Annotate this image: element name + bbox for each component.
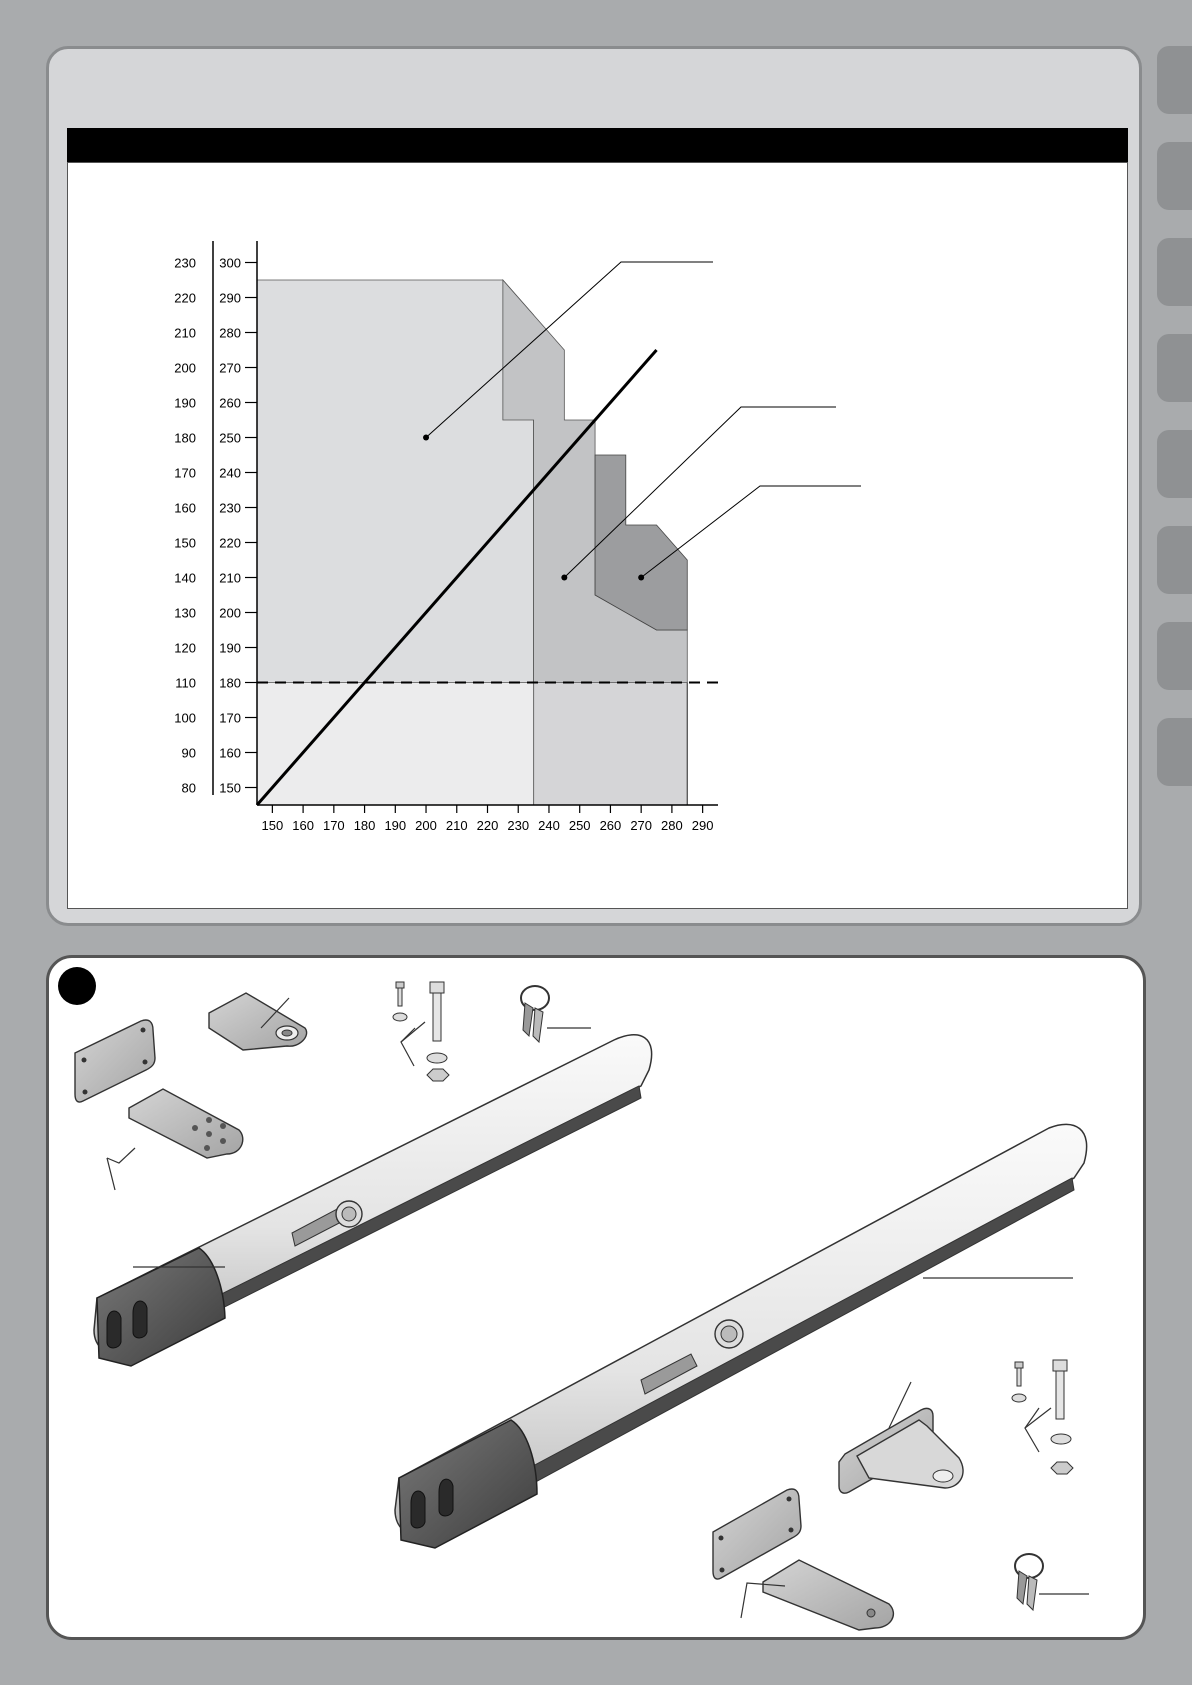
x-tick-label: 180 bbox=[353, 818, 376, 833]
chart-area bbox=[67, 162, 1128, 909]
x-tick-label: 250 bbox=[568, 818, 591, 833]
y-tick-label: 190 bbox=[219, 640, 241, 656]
bracket-plate-icon bbox=[209, 993, 307, 1050]
y-outer-tick-label: 110 bbox=[175, 675, 196, 691]
y-tick-label: 170 bbox=[219, 710, 241, 726]
wall-plate-icon bbox=[75, 1020, 155, 1102]
x-tick-label: 290 bbox=[691, 818, 714, 833]
side-tab-8[interactable] bbox=[1157, 718, 1192, 786]
y-tick-label: 280 bbox=[219, 325, 241, 341]
y-tick-label: 210 bbox=[219, 570, 241, 586]
y-outer-tick-label: 150 bbox=[174, 535, 196, 551]
x-tick-label: 260 bbox=[599, 818, 622, 833]
y-outer-tick-label: 230 bbox=[174, 255, 196, 271]
y-tick-label: 290 bbox=[219, 290, 241, 306]
chart-panel bbox=[46, 46, 1142, 926]
y-tick-label: 180 bbox=[219, 675, 241, 691]
bolt-set-icon bbox=[393, 982, 449, 1081]
y-outer-tick-label: 90 bbox=[181, 745, 196, 761]
y-outer-tick-label: 200 bbox=[174, 360, 196, 376]
y-outer-tick-label: 190 bbox=[174, 395, 196, 411]
product-illustration bbox=[49, 958, 1143, 1637]
zone-light bbox=[257, 280, 534, 683]
y-tick-label: 300 bbox=[219, 255, 241, 271]
y-outer-tick-label: 120 bbox=[174, 640, 196, 656]
x-tick-label: 160 bbox=[292, 818, 314, 833]
limit-chart bbox=[68, 163, 1127, 908]
side-tab-7[interactable] bbox=[1157, 622, 1192, 690]
y-tick-label: 250 bbox=[219, 430, 241, 446]
side-tab-1[interactable] bbox=[1157, 46, 1192, 114]
header-bar bbox=[67, 128, 1128, 162]
gate-bracket-icon bbox=[839, 1382, 963, 1493]
y-tick-label: 240 bbox=[219, 465, 241, 481]
side-tab-2[interactable] bbox=[1157, 142, 1192, 210]
y-tick-label: 220 bbox=[219, 535, 241, 551]
x-tick-label: 220 bbox=[476, 818, 499, 833]
y-outer-tick-label: 140 bbox=[174, 570, 196, 586]
zone-lowest-right bbox=[534, 683, 688, 806]
y-outer-tick-label: 210 bbox=[174, 325, 196, 341]
y-tick-label: 230 bbox=[219, 500, 241, 516]
gate-opener-arm-icon bbox=[94, 1035, 652, 1366]
x-tick-label: 190 bbox=[384, 818, 407, 833]
figure-number-badge bbox=[58, 967, 96, 1005]
y-tick-label: 270 bbox=[219, 360, 241, 376]
mount-plate-icon bbox=[107, 1089, 243, 1190]
y-tick-label: 260 bbox=[219, 395, 241, 411]
side-tab-6[interactable] bbox=[1157, 526, 1192, 594]
gate-opener-arm-icon bbox=[395, 1124, 1087, 1548]
x-tick-label: 280 bbox=[661, 818, 683, 833]
y-outer-tick-label: 220 bbox=[174, 290, 196, 306]
key-ring-icon bbox=[1015, 1554, 1089, 1610]
y-outer-tick-label: 180 bbox=[174, 430, 196, 446]
y-outer-tick-label: 100 bbox=[174, 710, 196, 726]
y-outer-tick-label: 170 bbox=[174, 465, 196, 481]
y-tick-label: 200 bbox=[219, 605, 241, 621]
y-tick-label: 160 bbox=[219, 745, 241, 761]
y-outer-tick-label: 160 bbox=[174, 500, 196, 516]
y-outer-tick-label: 80 bbox=[181, 780, 196, 796]
wall-plate-icon bbox=[713, 1489, 801, 1579]
product-panel bbox=[46, 955, 1146, 1640]
x-tick-label: 270 bbox=[630, 818, 653, 833]
x-tick-label: 150 bbox=[261, 818, 284, 833]
x-tick-label: 200 bbox=[415, 818, 437, 833]
y-tick-label: 150 bbox=[219, 780, 241, 796]
mount-plate-icon bbox=[741, 1560, 893, 1630]
side-tab-5[interactable] bbox=[1157, 430, 1192, 498]
x-tick-label: 230 bbox=[507, 818, 530, 833]
y-outer-tick-label: 130 bbox=[174, 605, 196, 621]
x-tick-label: 210 bbox=[445, 818, 468, 833]
x-tick-label: 240 bbox=[538, 818, 560, 833]
x-tick-label: 170 bbox=[322, 818, 345, 833]
bolt-set-icon bbox=[1012, 1360, 1073, 1474]
side-tab-4[interactable] bbox=[1157, 334, 1192, 402]
key-ring-icon bbox=[521, 986, 591, 1042]
side-tab-3[interactable] bbox=[1157, 238, 1192, 306]
